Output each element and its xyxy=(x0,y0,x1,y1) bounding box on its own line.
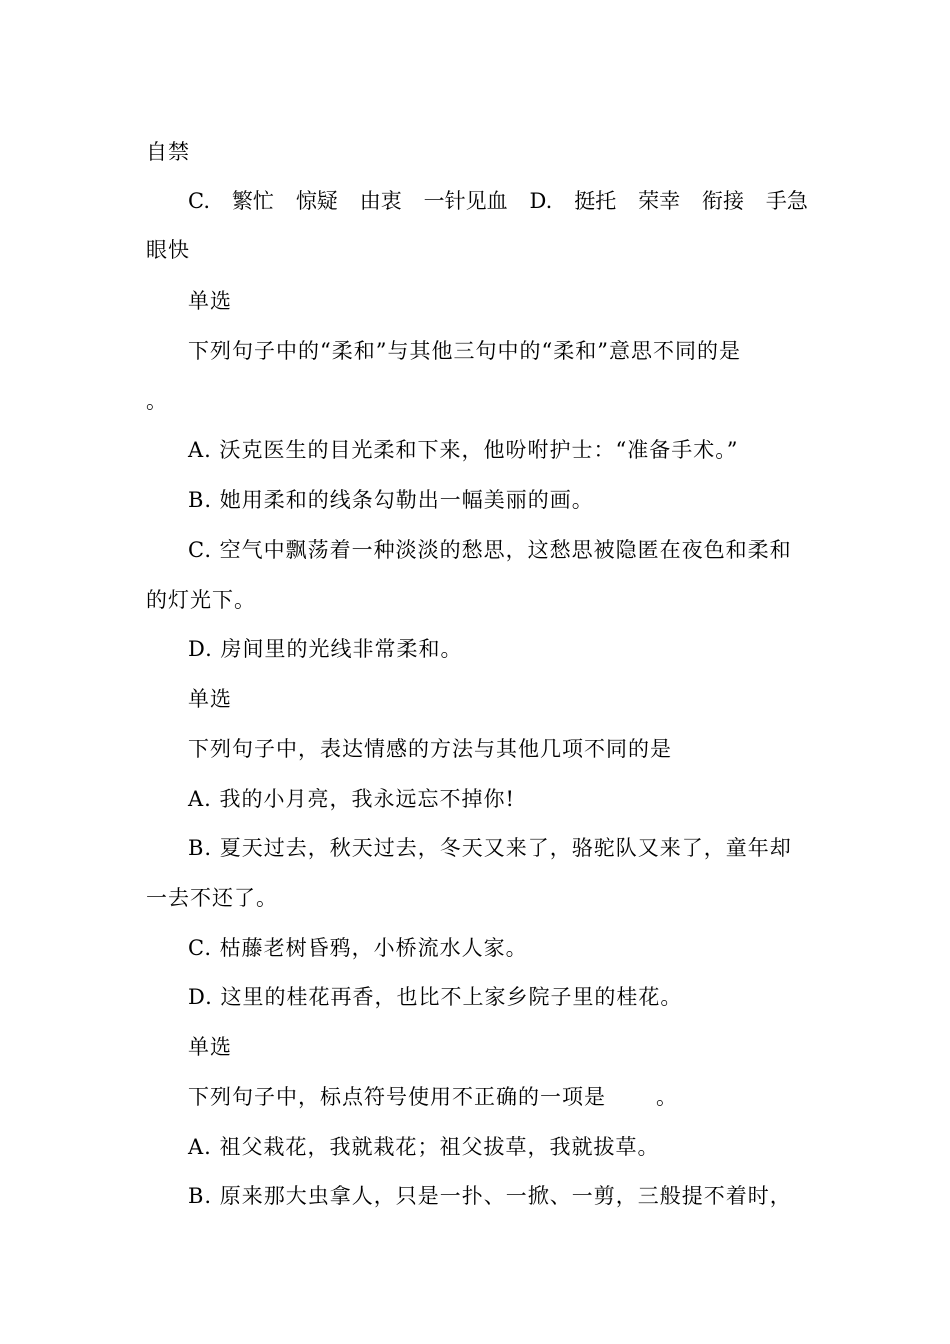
option-word: 衔接 xyxy=(702,189,745,213)
option-a: A. 我的小月亮，我永远忘不掉你! xyxy=(188,787,515,811)
option-a: A. 祖父栽花，我就栽花；祖父拔草，我就拔草。 xyxy=(188,1135,660,1159)
text-line: 的灯光下。 xyxy=(146,588,256,612)
option-word: 手急 xyxy=(765,189,808,213)
question-stem xyxy=(188,1083,678,1111)
question-type-label: 单选 xyxy=(188,687,232,711)
option-word: 一针见血 xyxy=(423,189,508,213)
question-stem: 下列句子中的“柔和”与其他三句中的“柔和”意思不同的是 xyxy=(188,339,741,363)
text-line: 眼快 xyxy=(146,238,190,262)
option-d: D. 这里的桂花再香，也比不上家乡院子里的桂花。 xyxy=(188,985,683,1009)
option-c: C. 枯藤老树昏鸦，小桥流水人家。 xyxy=(188,936,528,960)
option-d: D. 房间里的光线非常柔和。 xyxy=(188,637,463,661)
option-b: B. 原来那大虫拿人，只是一扑、一掀、一剪，三般提不着时， xyxy=(188,1184,792,1208)
question-stem-text: 下列句子中，标点符号使用不正确的一项是 xyxy=(188,1085,606,1109)
question-type-label: 单选 xyxy=(188,1035,232,1059)
option-label: D. xyxy=(529,189,553,213)
option-word: 荣幸 xyxy=(638,189,681,213)
option-word: 由衷 xyxy=(359,189,402,213)
question-type-label: 单选 xyxy=(188,289,232,313)
text-line: 自禁 xyxy=(146,140,190,164)
options-line xyxy=(188,187,808,215)
option-b: B. 她用柔和的线条勾勒出一幅美丽的画。 xyxy=(188,488,594,512)
option-c: C. 空气中飘荡着一种淡淡的愁思，这愁思被隐匿在夜色和柔和 xyxy=(188,538,792,562)
question-stem-end: 。 xyxy=(656,1085,678,1109)
text-line: 。 xyxy=(146,389,168,413)
option-b: B. 夏天过去，秋天过去，冬天又来了，骆驼队又来了，童年却 xyxy=(188,836,792,860)
option-a: A. 沃克医生的目光柔和下来，他吩咐护士：“准备手术。” xyxy=(188,438,739,462)
option-word: 惊疑 xyxy=(295,189,338,213)
option-label: C. xyxy=(188,189,210,213)
option-word: 挺托 xyxy=(574,189,617,213)
question-stem: 下列句子中，表达情感的方法与其他几项不同的是 xyxy=(188,737,672,761)
option-word: 繁忙 xyxy=(231,189,274,213)
text-line: 一去不还了。 xyxy=(146,886,278,910)
